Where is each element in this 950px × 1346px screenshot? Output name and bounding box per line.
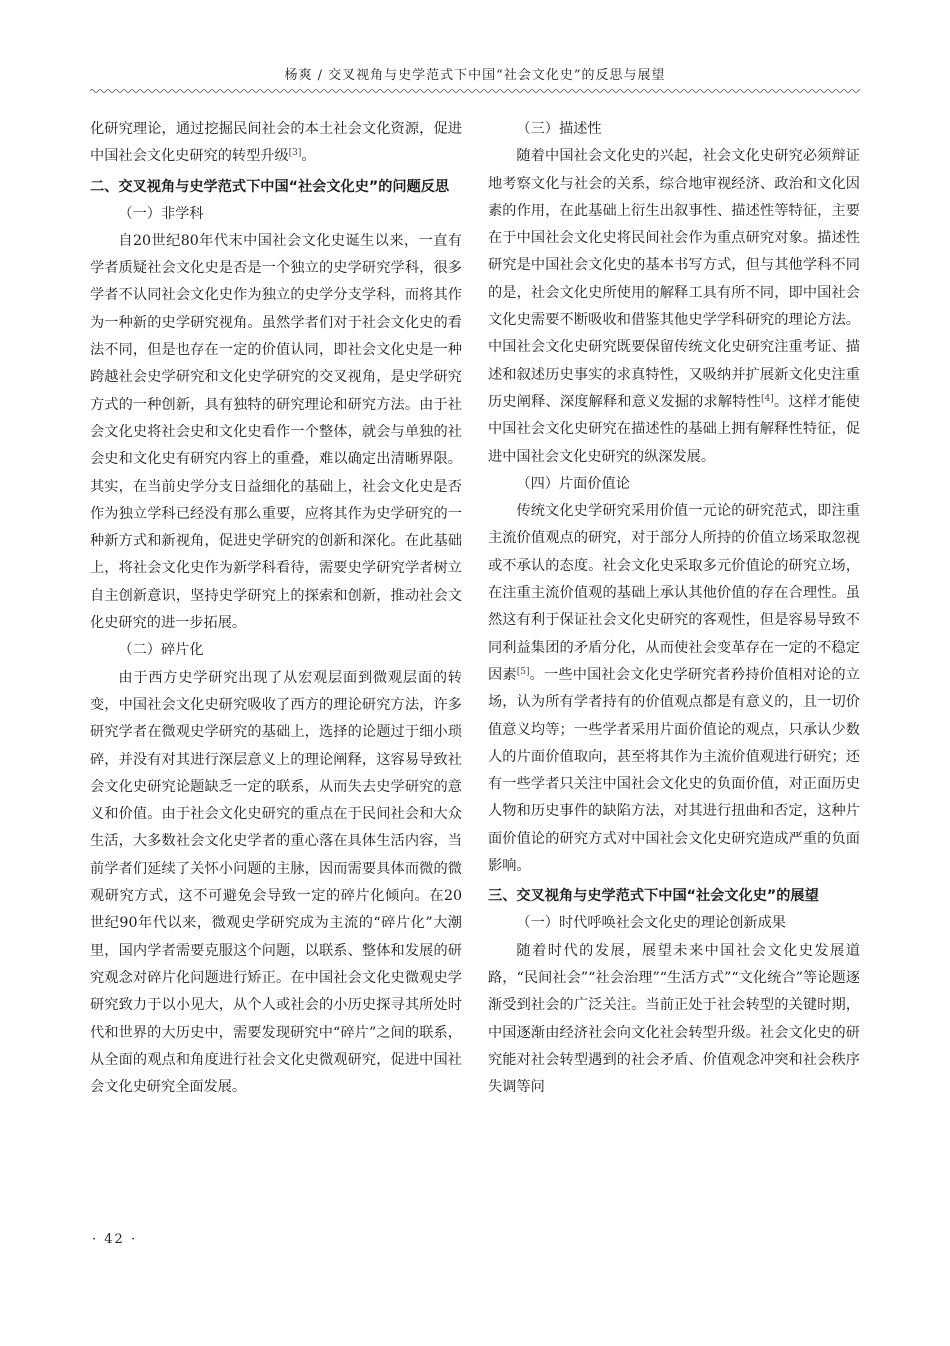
citation-ref: [3] (288, 148, 302, 159)
subsection-heading: （二）碎片化 (118, 642, 204, 659)
paragraph: 自20世纪80年代末中国社会文化史诞生以来，一直有学者质疑社会文化史是否是一个独立的史学研究学科，很多学者不认同社会文化史作为独立的史学分支学科，而将其作为一种新的史学研究视角。虽然学者们对于社会文化史的看法不同，但是也存在一定的价值认同，即社会文化史是一种跨越社会史学研究和文化史学研究的交叉视角，是史学研究方式的一种创新，具有独特的研究理论和研究方法。由于社会文化史将社会史和文化史看作一个整体，就会与单独的社会史和文化史有研究内容上的重叠，难以确定出清晰界限。其实，在当前史学分支日益细化的基础上，社会文化史是否作为独立学科已经没有那么重要，应将其作为史学研究的一种新方式和新视角，促进史学研究的创新和深化。在此基础上，将社会文化史作为新学科看待，需要史学研究学者树立自主创新意识，坚持史学研究上的探索和创新，推动社会文化史研究的进一步拓展。 (90, 232, 462, 632)
page-number: · 42 · (92, 1232, 138, 1247)
section-heading-2: 二、交叉视角与史学范式下中国“社会文化史”的问题反思 (90, 178, 450, 195)
paragraph: 随着中国社会文化史的兴起，社会文化史研究必须辩证地考察文化与社会的关系，综合地审视经济、政治和文化因素的作用，在此基础上衍生出叙事性、描述性等特征，主要在于中国社会文化史将民间社会作为重点研究对象。描述性研究是中国社会文化史的基本书写方式，但与其他学科不同的是，社会文化史所使用的解释工具有所不同，即中国社会文化史需要不断吸收和借鉴其他史学学科研究的理论方法。中国社会文化史研究既要保留传统文化史研究注重考证、描述和叙述历史事实的求真特性，又吸纳并扩展新文化史注重历史阐释、深度解释和意义发掘的求解特性[4]。这样才能使中国社会文化史研究在描述性的基础上拥有解释性特征，促进中国社会文化史研究的纵深发展。 (488, 148, 860, 465)
citation-ref: [4] (761, 393, 774, 404)
right-column (488, 116, 860, 1101)
section-heading-3: 三、交叉视角与史学范式下中国“社会文化史”的展望 (488, 888, 819, 905)
subsection-heading: （一）非学科 (118, 205, 204, 222)
left-column (90, 116, 462, 1101)
paragraph-continued: 化研究理论，通过挖掘民间社会的本土社会文化资源，促进中国社会文化史研究的转型升级[3]。 (90, 121, 462, 165)
running-header: 杨爽 / 交叉视角与史学范式下中国“社会文化史”的反思与展望 (284, 68, 666, 83)
subsection-heading: （四）片面价值论 (516, 475, 630, 492)
subsection-heading: （三）描述性 (516, 121, 602, 137)
citation-ref: [5] (516, 666, 530, 677)
header-wavy-rule (90, 88, 860, 94)
paragraph: 随着时代的发展，展望未来中国社会文化史发展道路，“民间社会”“社会治理”“生活方式”“文化统合”等论题逐渐受到社会的广泛关注。当前正处于社会转型的关键时期，中国逐渐由经济社会向文化社会转型升级。社会文化史的研究能对社会转型遇到的社会矛盾、价值观念冲突和社会秩序失调等问 (488, 942, 860, 1096)
paragraph: 由于西方史学研究出现了从宏观层面到微观层面的转变，中国社会文化史研究吸收了西方的理论研究方法，许多研究学者在微观史学研究的基础上，选择的论题过于细小琐碎，并没有对其进行深层意义上的理论阐释，这容易导致社会文化史研究论题缺乏一定的联系，从而失去史学研究的意义和价值。由于社会文化史研究的重点在于民间社会和大众生活，大多数社会文化史学者的重心落在具体生活内容，当前学者们延续了关怀小问题的主脉，因而需要具体而微的微观研究方式，这不可避免会导致一定的碎片化倾向。在20世纪90年代以来，微观史学研究成为主流的“碎片化”大潮里，国内学者需要克服这个问题，以联系、整体和发展的研究观念对碎片化问题进行矫正。在中国社会文化史微观史学研究致力于以小见大，从个人或社会的小历史探寻其所处时代和世界的大历史中，需要发现研究中“碎片”之间的联系，从全面的观点和角度进行社会文化史微观研究，促进中国社会文化史研究全面发展。 (90, 669, 462, 1096)
paragraph: 传统文化史学研究采用价值一元论的研究范式，即注重主流价值观点的研究，对于部分人所持的价值立场采取忽视或不承认的态度。社会文化史采取多元价值论的研究立场，在注重主流价值观的基础上承认其他价值的存在合理性。虽然这有利于保证社会文化史研究的客观性，但是容易导致不同利益集团的矛盾分化，从而使社会变革存在一定的不稳定因素[5]。一些中国社会文化史学研究者矜持价值相对论的立场，认为所有学者持有的价值观点都是有意义的，且一切价值意义均等；一些学者采用片面价值论的观点，只承认少数人的片面价值取向，甚至将其作为主流价值观进行研究；还有一些学者只关注中国社会文化史的负面价值，对正面历史人物和历史事件的缺陷方法，对其进行扭曲和否定，这种片面价值论的研究方式对中国社会文化史研究造成严重的负面影响。 (488, 503, 860, 875)
subsection-heading: （一）时代呼唤社会文化史的理论创新成果 (516, 915, 786, 932)
